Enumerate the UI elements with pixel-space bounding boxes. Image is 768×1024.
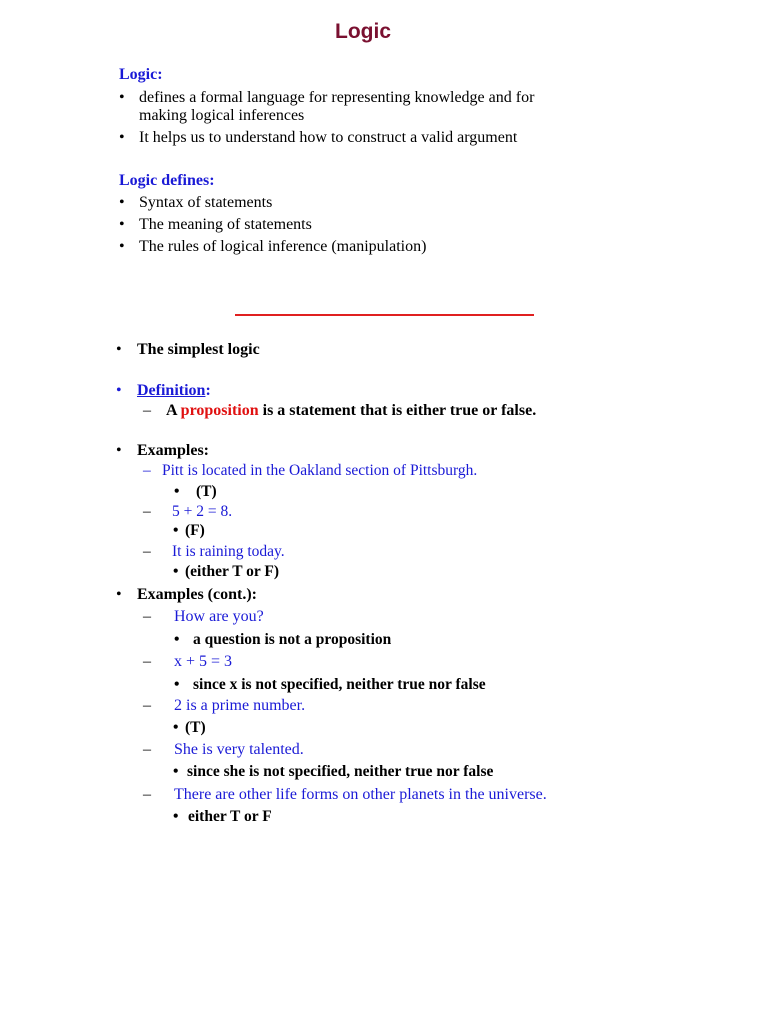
dash-icon: – bbox=[143, 786, 151, 803]
definition-term: Definition bbox=[137, 382, 206, 399]
example-cont-4-text: She is very talented. bbox=[174, 741, 304, 758]
bullet-icon: • bbox=[173, 763, 179, 780]
defines-item-1: Syntax of statements bbox=[139, 194, 273, 211]
defines-item-2: The meaning of statements bbox=[139, 216, 312, 233]
bullet-icon: • bbox=[119, 238, 125, 255]
proposition-term: proposition bbox=[180, 402, 259, 419]
example-cont-5-text: There are other life forms on other planets in the universe. bbox=[174, 786, 547, 803]
example-3-answer: (either T or F) bbox=[185, 563, 279, 580]
bullet-icon: • bbox=[116, 442, 122, 459]
logic-item-1: defines a formal language for representing knowledge and for bbox=[139, 89, 535, 106]
bullet-icon: • bbox=[173, 719, 179, 736]
logic-defines-heading: Logic defines: bbox=[119, 172, 215, 189]
bullet-icon: • bbox=[174, 676, 180, 693]
example-cont-2-answer: since x is not specified, neither true nor false bbox=[193, 676, 486, 693]
dash-icon: – bbox=[143, 402, 151, 419]
example-1-text: Pitt is located in the Oakland section of Pittsburgh. bbox=[162, 462, 478, 479]
bullet-icon: • bbox=[116, 586, 122, 603]
bullet-icon: • bbox=[173, 563, 179, 580]
bullet-icon: • bbox=[173, 522, 179, 539]
dash-icon: – bbox=[143, 503, 151, 520]
dash-icon: – bbox=[143, 543, 151, 560]
page-title: Logic bbox=[335, 20, 391, 43]
section-divider bbox=[235, 314, 534, 316]
defines-item-3: The rules of logical inference (manipulation) bbox=[139, 238, 427, 255]
dash-icon: – bbox=[143, 697, 151, 714]
bullet-icon: • bbox=[116, 341, 122, 358]
dash-icon: – bbox=[143, 462, 151, 479]
example-cont-3-text: 2 is a prime number. bbox=[174, 697, 306, 714]
bullet-icon: • bbox=[119, 216, 125, 233]
examples-heading: Examples: bbox=[137, 442, 209, 459]
simplest-logic: The simplest logic bbox=[137, 341, 260, 358]
example-1-answer: (T) bbox=[196, 483, 217, 500]
bullet-icon: • bbox=[119, 129, 125, 146]
example-3-text: It is raining today. bbox=[172, 543, 285, 560]
example-cont-4-answer: since she is not specified, neither true nor false bbox=[187, 763, 494, 780]
example-2-answer: (F) bbox=[185, 522, 205, 539]
bullet-icon: • bbox=[174, 631, 180, 648]
dash-icon: – bbox=[143, 653, 151, 670]
example-2-text: 5 + 2 = 8. bbox=[172, 503, 233, 520]
example-cont-1-text: How are you? bbox=[174, 608, 264, 625]
bullet-icon: • bbox=[116, 382, 122, 399]
dash-icon: – bbox=[143, 741, 151, 758]
example-cont-2-text: x + 5 = 3 bbox=[174, 653, 233, 670]
logic-item-2: It helps us to understand how to construct a valid argument bbox=[139, 129, 518, 146]
bullet-icon: • bbox=[174, 483, 180, 500]
definition-text: A proposition is a statement that is either true or false. bbox=[166, 402, 537, 419]
dash-icon: – bbox=[143, 608, 151, 625]
logic-item-1-cont: making logical inferences bbox=[139, 107, 305, 124]
definition-label: Definition: bbox=[137, 382, 211, 399]
bullet-icon: • bbox=[173, 808, 179, 825]
example-cont-1-answer: a question is not a proposition bbox=[193, 631, 392, 648]
bullet-icon: • bbox=[119, 194, 125, 211]
bullet-icon: • bbox=[119, 89, 125, 106]
example-cont-3-answer: (T) bbox=[185, 719, 206, 736]
example-cont-5-answer: either T or F bbox=[188, 808, 272, 825]
logic-heading: Logic: bbox=[119, 66, 163, 83]
examples-cont-heading: Examples (cont.): bbox=[137, 586, 257, 603]
